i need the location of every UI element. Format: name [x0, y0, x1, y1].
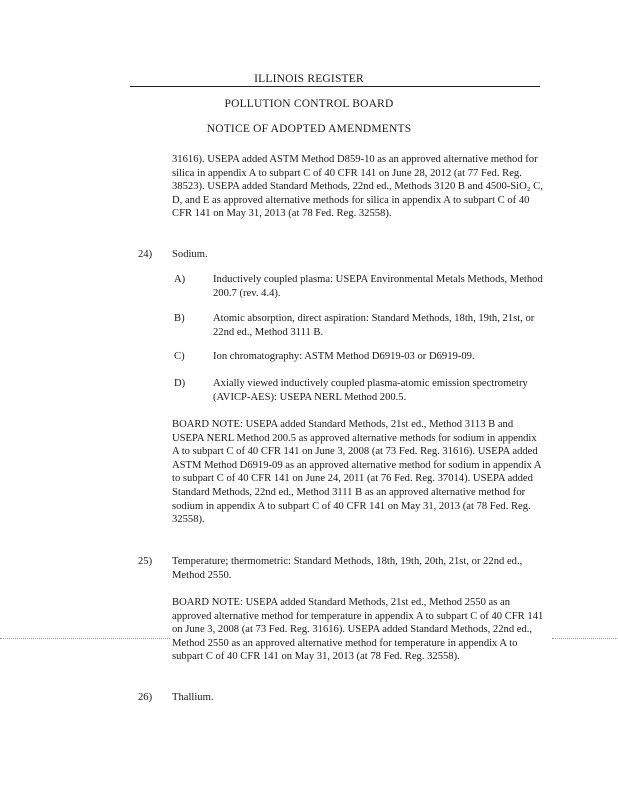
section-24-number: 24) [138, 249, 153, 260]
notice-heading: NOTICE OF ADOPTED AMENDMENTS [206, 123, 412, 135]
header-rule [130, 86, 540, 87]
item-text: Inductively coupled plasma: USEPA Environmental Metals Methods, Method 200.7 (rev. 4.4). [213, 274, 543, 299]
scan-artifact [0, 638, 170, 639]
item-letter: B) [174, 313, 185, 324]
item-letter: A) [174, 274, 186, 285]
section-26-number: 26) [138, 692, 153, 703]
item-letter: C) [174, 351, 185, 362]
item-text: Ion chromatography: ASTM Method D6919-03 or D6919-09. [213, 351, 475, 362]
register-heading: ILLINOIS REGISTER [254, 73, 364, 85]
temperature-board-note: BOARD NOTE: USEPA added Standard Methods, 21st ed., Method 2550 as an approved alternative method for temperature in appendix A to subpart C of 40 CFR 141 on June 3, 2008 (at 73 Fed. Reg. 31616). USEPA added Standard Methods, 22nd ed., Method 2550 as an approved alternative method for temperature in appendix A to subpart C of 40 CFR 141 on May 31, 2013 (at 78 Fed. Reg. 32558). [172, 597, 544, 663]
section-25-number: 25) [138, 556, 153, 567]
item-text: Atomic absorption, direct aspiration: Standard Methods, 18th, 19th, 21st, or 22nd ed., Method 3111 B. [213, 313, 535, 338]
section-24-title: Sodium. [172, 249, 208, 260]
section-26-title: Thallium. [172, 692, 214, 703]
continuation-paragraph: 31616). USEPA added ASTM Method D859-10 as an approved alternative method for silica in appendix A to subpart C of 40 CFR 141 on June 28, 2012 (at 77 Fed. Reg. 38523). USEPA added Standard Methods, 22nd ed., Methods 3120 B and 4500-SiO₂ C, D, and E as approved alternative methods for silica in appendix A to subpart C of 40 CFR 141 on May 31, 2013 (at 78 Fed. Reg. 32558). [172, 154, 543, 220]
item-letter: D) [174, 378, 186, 389]
board-heading: POLLUTION CONTROL BOARD [224, 98, 394, 110]
sodium-board-note: BOARD NOTE: USEPA added Standard Methods, 21st ed., Method 3113 B and USEPA NERL Method 200.5 as approved alternative methods for sodium in appendix A to subpart C of 40 CFR 141 on June 3, 2008 (at 73 Fed. Reg. 31616). USEPA added ASTM Method D6919-09 as an approved alternative method for sodium in appendix A to subpart C of 40 CFR 141 on June 24, 2011 (at 76 Fed. Reg. 37014). USEPA added Standard Methods, 22nd ed., Method 3111 B as an approved alternative method for sodium in appendix A to subpart C of 40 CFR 141 on May 31, 2013 (at 78 Fed. Reg. 32558). [172, 419, 541, 526]
item-text: Axially viewed inductively coupled plasma-atomic emission spectrometry (AVICP-AES): USEPA NERL Method 200.5. [213, 378, 528, 403]
scan-artifact [552, 638, 618, 639]
section-25-title: Temperature; thermometric: Standard Methods, 18th, 19th, 20th, 21st, or 22nd ed., Method 2550. [172, 556, 523, 581]
